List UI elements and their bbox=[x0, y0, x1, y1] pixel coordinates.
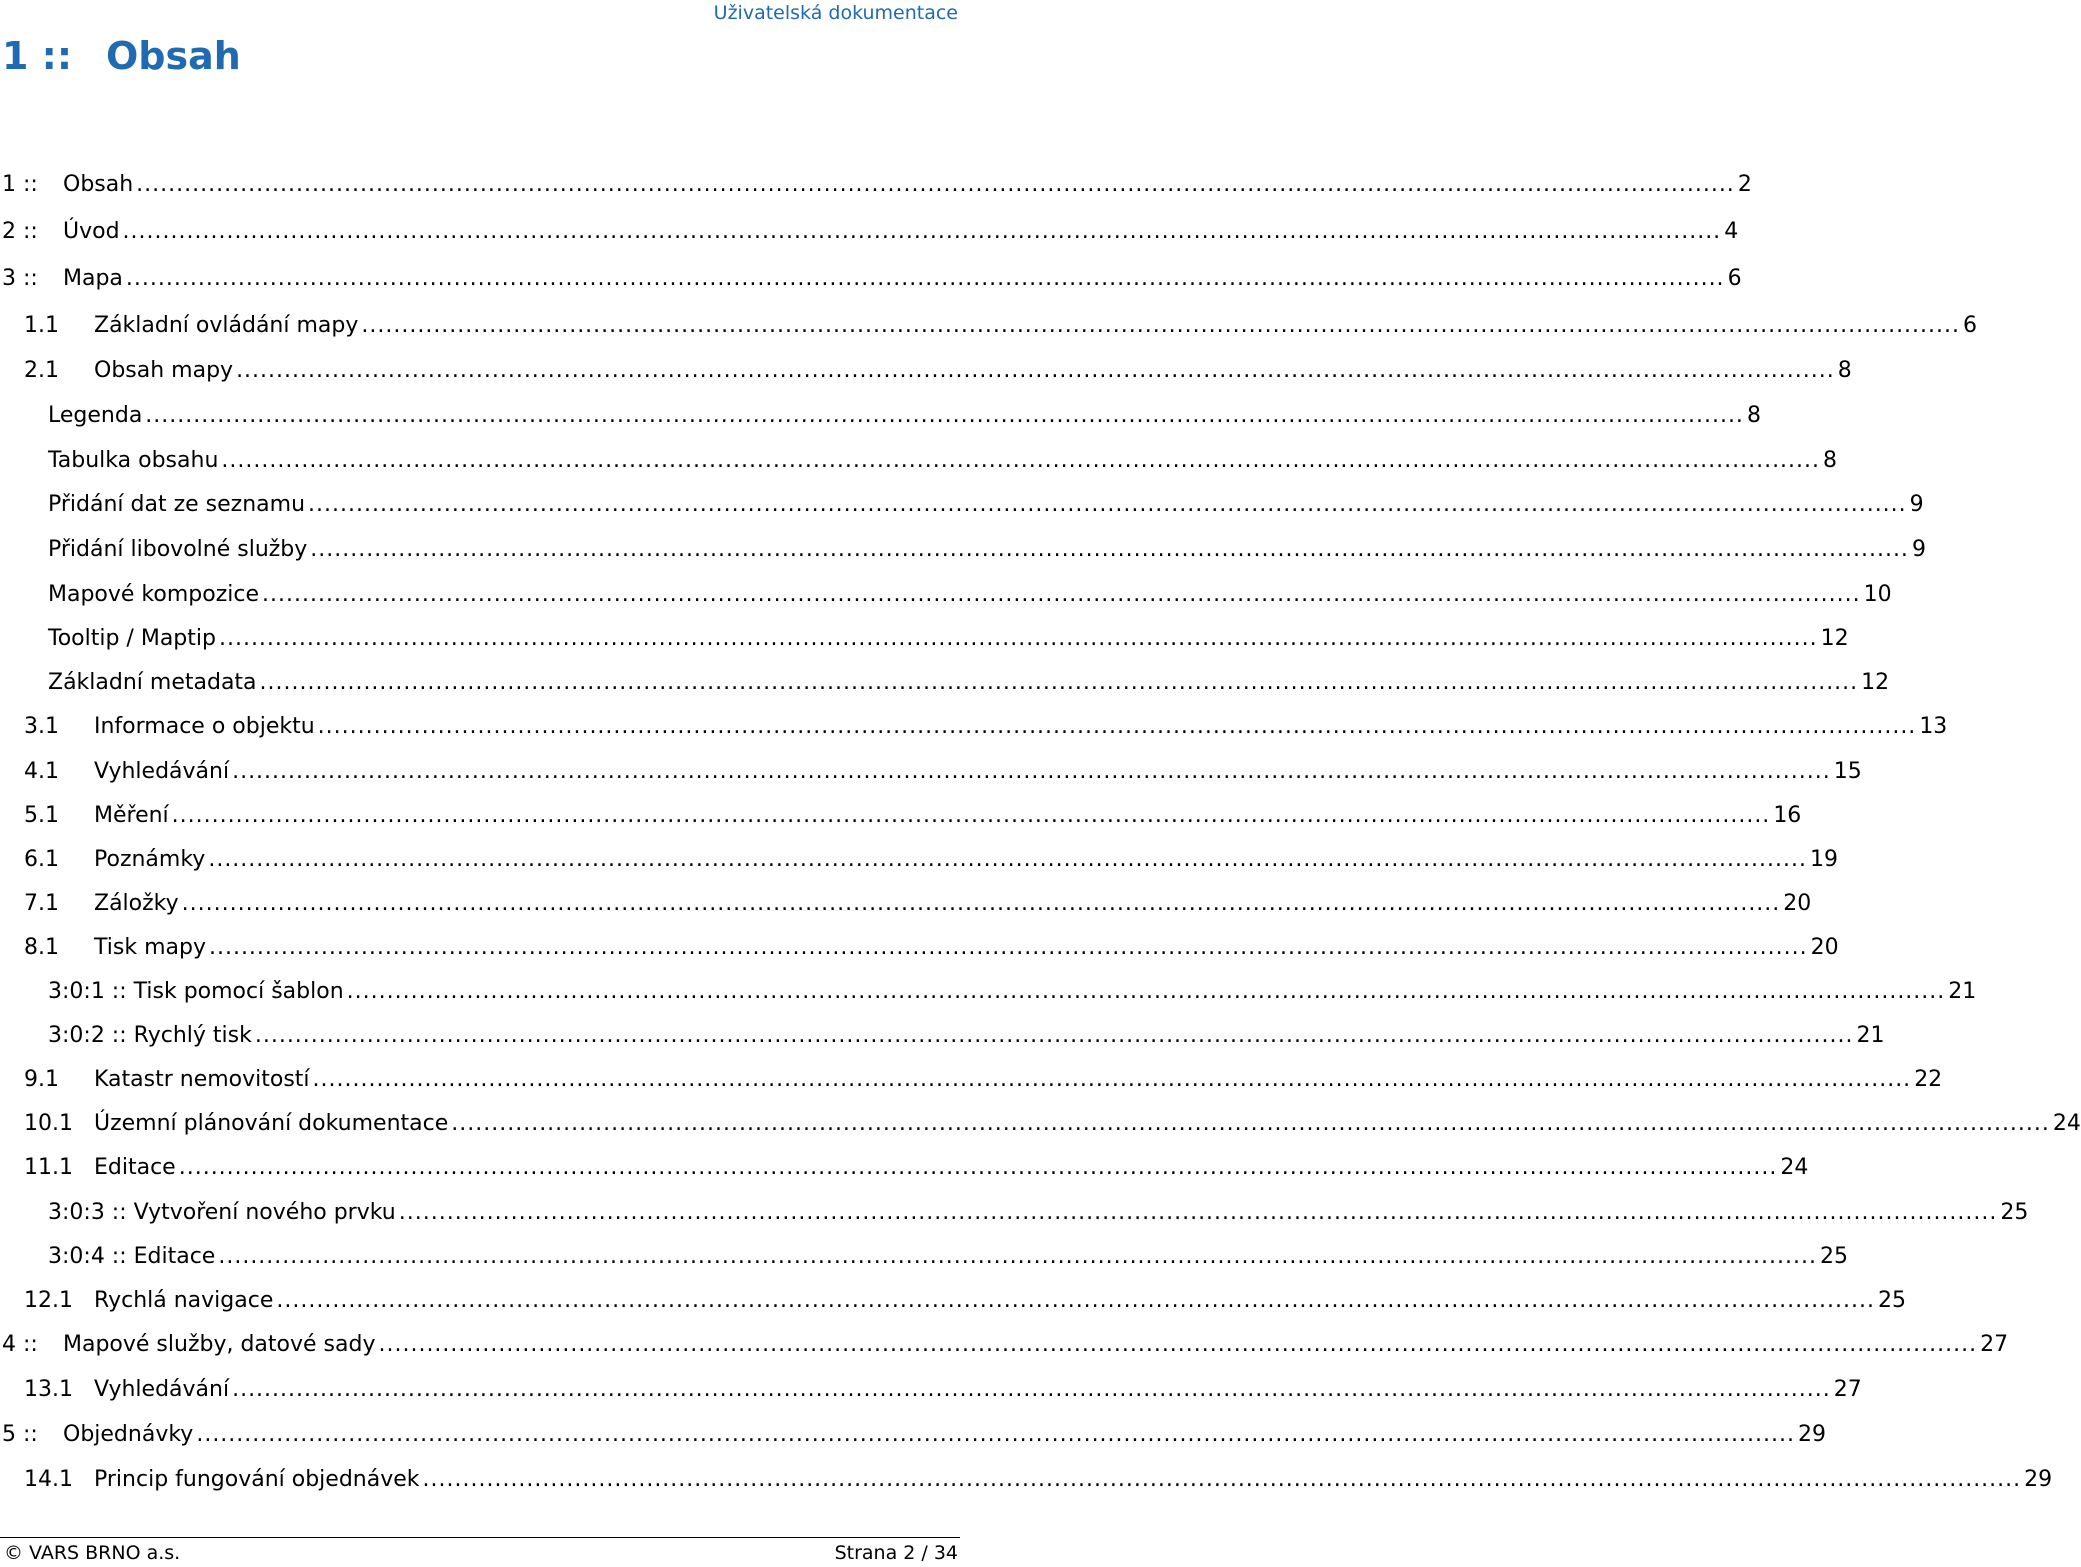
toc-entry-title: 3:0:1 :: Tisk pomocí šablon bbox=[48, 978, 344, 1004]
toc-entry-title: Základní metadata bbox=[48, 669, 257, 695]
toc-entry-title: Mapové kompozice bbox=[48, 581, 259, 607]
toc-dot-leader: ........................................................................................................................................................................................................ bbox=[181, 890, 1781, 916]
toc-entry-title: 3:0:3 :: Vytvoření nového prvku bbox=[48, 1199, 396, 1225]
toc-dot-leader: ........................................................................................................................................................................................................ bbox=[346, 978, 1946, 1004]
toc-entry-page: 9 bbox=[1909, 491, 1924, 517]
toc-entry-title: Tisk mapy bbox=[94, 934, 206, 960]
toc-entry[interactable] bbox=[0, 527, 1926, 571]
footer-copyright: © VARS BRNO a.s. bbox=[4, 1542, 181, 1564]
toc-entry[interactable] bbox=[0, 393, 1761, 437]
footer-page-number: Strana 2 / 34 bbox=[834, 1542, 958, 1564]
toc-entry-number: 2 :: bbox=[2, 218, 38, 244]
toc-entry-title: Základní ovládání mapy bbox=[94, 312, 359, 338]
toc-dot-leader: ........................................................................................................................................................................................................ bbox=[312, 1066, 1912, 1092]
toc-entry-page: 24 bbox=[2052, 1110, 2081, 1136]
toc-dot-leader: ........................................................................................................................................................................................................ bbox=[125, 265, 1725, 291]
toc-entry-title: Rychlá navigace bbox=[94, 1287, 274, 1313]
toc-entry[interactable] bbox=[0, 881, 1812, 925]
toc-dot-leader: ........................................................................................................................................................................................................ bbox=[218, 1243, 1817, 1269]
toc-entry-number: 9.1 bbox=[24, 1066, 59, 1092]
toc-entry-page: 27 bbox=[1980, 1331, 2009, 1357]
toc-entry-title: Měření bbox=[94, 802, 169, 828]
toc-entry[interactable] bbox=[0, 1322, 2009, 1366]
toc-entry-page: 6 bbox=[1963, 312, 1978, 338]
chapter-title: Obsah bbox=[106, 34, 241, 78]
toc-entry-page: 6 bbox=[1727, 265, 1742, 291]
toc-entry[interactable] bbox=[0, 1412, 1826, 1456]
toc-entry-number: 12.1 bbox=[24, 1287, 73, 1313]
toc-dot-leader: ........................................................................................................................................................................................................ bbox=[136, 171, 1735, 197]
toc-entry[interactable] bbox=[0, 616, 1849, 660]
toc-dot-leader: ........................................................................................................................................................................................................ bbox=[259, 669, 1859, 695]
toc-entry-title: Poznámky bbox=[94, 846, 206, 872]
toc-entry-title: Vyhledávání bbox=[94, 1376, 230, 1402]
toc-dot-leader: ........................................................................................................................................................................................................ bbox=[236, 357, 1835, 383]
toc-entry-page: 12 bbox=[1861, 669, 1890, 695]
toc-entry-title: Editace bbox=[94, 1154, 176, 1180]
toc-entry-page: 21 bbox=[1948, 978, 1977, 1004]
toc-entry-number: 1 :: bbox=[2, 171, 38, 197]
toc-dot-leader: ........................................................................................................................................................................................................ bbox=[145, 402, 1744, 428]
toc-entry-number: 13.1 bbox=[24, 1376, 73, 1402]
chapter-heading bbox=[2, 34, 241, 78]
toc-entry[interactable] bbox=[0, 209, 1739, 253]
toc-entry[interactable] bbox=[0, 1101, 2081, 1145]
toc-entry[interactable] bbox=[0, 660, 1890, 704]
toc-entry-number: 6.1 bbox=[24, 846, 59, 872]
toc-entry[interactable] bbox=[0, 749, 1862, 793]
toc-entry-title: Územní plánování dokumentace bbox=[94, 1110, 449, 1136]
toc-entry-title: Katastr nemovitostí bbox=[94, 1066, 310, 1092]
toc-dot-leader: ........................................................................................................................................................................................................ bbox=[276, 1287, 1876, 1313]
toc-dot-leader: ........................................................................................................................................................................................................ bbox=[196, 1421, 1795, 1447]
toc-entry-title: 3:0:4 :: Editace bbox=[48, 1243, 216, 1269]
toc-entry-page: 25 bbox=[1878, 1287, 1907, 1313]
toc-entry-title: Záložky bbox=[94, 890, 179, 916]
toc-entry-title: Tabulka obsahu bbox=[48, 447, 219, 473]
toc-dot-leader: ........................................................................................................................................................................................................ bbox=[422, 1466, 2022, 1492]
toc-entry-title: Mapa bbox=[63, 265, 123, 291]
toc-entry[interactable] bbox=[0, 1457, 2053, 1501]
toc-entry-page: 16 bbox=[1773, 802, 1802, 828]
toc-entry-page: 8 bbox=[1837, 357, 1852, 383]
toc-entry[interactable] bbox=[0, 704, 1948, 748]
toc-entry[interactable] bbox=[0, 1367, 1862, 1411]
toc-dot-leader: ........................................................................................................................................................................................................ bbox=[308, 491, 1907, 517]
toc-dot-leader: ........................................................................................................................................................................................................ bbox=[208, 846, 1807, 872]
toc-entry-title: Obsah bbox=[63, 171, 134, 197]
toc-entry-title: Vyhledávání bbox=[94, 758, 230, 784]
toc-entry-number: 8.1 bbox=[24, 934, 59, 960]
toc-entry-page: 25 bbox=[1819, 1243, 1848, 1269]
toc-entry-page: 12 bbox=[1820, 625, 1849, 651]
toc-dot-leader: ........................................................................................................................................................................................................ bbox=[310, 536, 1909, 562]
toc-entry[interactable] bbox=[0, 572, 1892, 616]
toc-entry-number: 4.1 bbox=[24, 758, 59, 784]
toc-entry[interactable] bbox=[0, 438, 1838, 482]
toc-entry[interactable] bbox=[0, 1145, 1809, 1189]
toc-dot-leader: ........................................................................................................................................................................................................ bbox=[221, 447, 1821, 473]
toc-entry-page: 10 bbox=[1863, 581, 1892, 607]
toc-entry[interactable] bbox=[0, 837, 1838, 881]
toc-entry-number: 14.1 bbox=[24, 1466, 73, 1492]
toc-entry-number: 11.1 bbox=[24, 1154, 73, 1180]
toc-entry-page: 9 bbox=[1911, 536, 1926, 562]
toc-dot-leader: ........................................................................................................................................................................................................ bbox=[178, 1154, 1778, 1180]
toc-entry[interactable] bbox=[0, 793, 1802, 837]
toc-dot-leader: ........................................................................................................................................................................................................ bbox=[254, 1022, 1854, 1048]
toc-entry-number: 1.1 bbox=[24, 312, 59, 338]
toc-dot-leader: ........................................................................................................................................................................................................ bbox=[451, 1110, 2050, 1136]
toc-entry[interactable] bbox=[0, 162, 1752, 206]
toc-entry-number: 7.1 bbox=[24, 890, 59, 916]
toc-dot-leader: ........................................................................................................................................................................................................ bbox=[122, 218, 1722, 244]
toc-entry[interactable] bbox=[0, 482, 1924, 526]
toc-entry[interactable] bbox=[0, 1057, 1943, 1101]
toc-dot-leader: ........................................................................................................................................................................................................ bbox=[378, 1331, 1978, 1357]
toc-entry[interactable] bbox=[0, 1234, 1848, 1278]
toc-entry-title: Princip fungování objednávek bbox=[94, 1466, 420, 1492]
toc-entry-page: 22 bbox=[1914, 1066, 1943, 1092]
toc-entry-title: Mapové služby, datové sady bbox=[63, 1331, 376, 1357]
toc-entry-page: 19 bbox=[1809, 846, 1838, 872]
toc-entry-page: 8 bbox=[1823, 447, 1838, 473]
toc-entry-number: 5.1 bbox=[24, 802, 59, 828]
toc-entry[interactable] bbox=[0, 1278, 1907, 1322]
toc-entry-title: Přidání dat ze seznamu bbox=[48, 491, 306, 517]
toc-entry[interactable] bbox=[0, 256, 1742, 300]
toc-dot-leader: ........................................................................................................................................................................................................ bbox=[232, 758, 1831, 784]
toc-entry-page: 27 bbox=[1833, 1376, 1862, 1402]
toc-dot-leader: ........................................................................................................................................................................................................ bbox=[317, 713, 1917, 739]
toc-entry-page: 20 bbox=[1783, 890, 1812, 916]
toc-entry-number: 3.1 bbox=[24, 713, 59, 739]
toc-entry-page: 13 bbox=[1919, 713, 1948, 739]
toc-entry-number: 5 :: bbox=[2, 1421, 38, 1447]
toc-entry-page: 24 bbox=[1780, 1154, 1809, 1180]
toc-entry-page: 21 bbox=[1856, 1022, 1885, 1048]
toc-entry-number: 10.1 bbox=[24, 1110, 73, 1136]
footer-divider bbox=[0, 1537, 960, 1538]
chapter-number: 1 :: bbox=[2, 34, 73, 78]
toc-entry[interactable] bbox=[0, 303, 1978, 347]
toc-dot-leader: ........................................................................................................................................................................................................ bbox=[232, 1376, 1831, 1402]
toc-dot-leader: ........................................................................................................................................................................................................ bbox=[262, 581, 1861, 607]
running-header-title: Uživatelská dokumentace bbox=[713, 2, 958, 24]
toc-entry-title: Přidání libovolné služby bbox=[48, 536, 308, 562]
toc-entry[interactable] bbox=[0, 348, 1852, 392]
toc-dot-leader: ........................................................................................................................................................................................................ bbox=[398, 1199, 1998, 1225]
toc-entry-page: 15 bbox=[1833, 758, 1862, 784]
toc-entry[interactable] bbox=[0, 969, 1977, 1013]
toc-entry-title: Tooltip / Maptip bbox=[48, 625, 216, 651]
toc-entry-number: 4 :: bbox=[2, 1331, 38, 1357]
toc-entry[interactable] bbox=[0, 1190, 2029, 1234]
toc-entry-number: 3 :: bbox=[2, 265, 38, 291]
toc-entry-title: Informace o objektu bbox=[94, 713, 315, 739]
toc-entry-page: 8 bbox=[1746, 402, 1761, 428]
toc-entry-page: 25 bbox=[2000, 1199, 2029, 1225]
toc-entry-title: Úvod bbox=[63, 218, 120, 244]
toc-entry-number: 2.1 bbox=[24, 357, 59, 383]
toc-entry-page: 4 bbox=[1724, 218, 1739, 244]
toc-entry-page: 2 bbox=[1737, 171, 1752, 197]
toc-entry-title: Obsah mapy bbox=[94, 357, 234, 383]
toc-dot-leader: ........................................................................................................................................................................................................ bbox=[361, 312, 1961, 338]
toc-entry-page: 29 bbox=[1797, 1421, 1826, 1447]
toc-entry-title: Legenda bbox=[48, 402, 143, 428]
toc-entry-title: Objednávky bbox=[63, 1421, 194, 1447]
toc-entry-title: 3:0:2 :: Rychlý tisk bbox=[48, 1022, 252, 1048]
toc-entry-page: 20 bbox=[1810, 934, 1839, 960]
toc-dot-leader: ........................................................................................................................................................................................................ bbox=[208, 934, 1808, 960]
toc-entry[interactable] bbox=[0, 1013, 1885, 1057]
toc-entry-page: 29 bbox=[2024, 1466, 2053, 1492]
toc-dot-leader: ........................................................................................................................................................................................................ bbox=[218, 625, 1818, 651]
toc-dot-leader: ........................................................................................................................................................................................................ bbox=[171, 802, 1771, 828]
toc-entry[interactable] bbox=[0, 925, 1839, 969]
